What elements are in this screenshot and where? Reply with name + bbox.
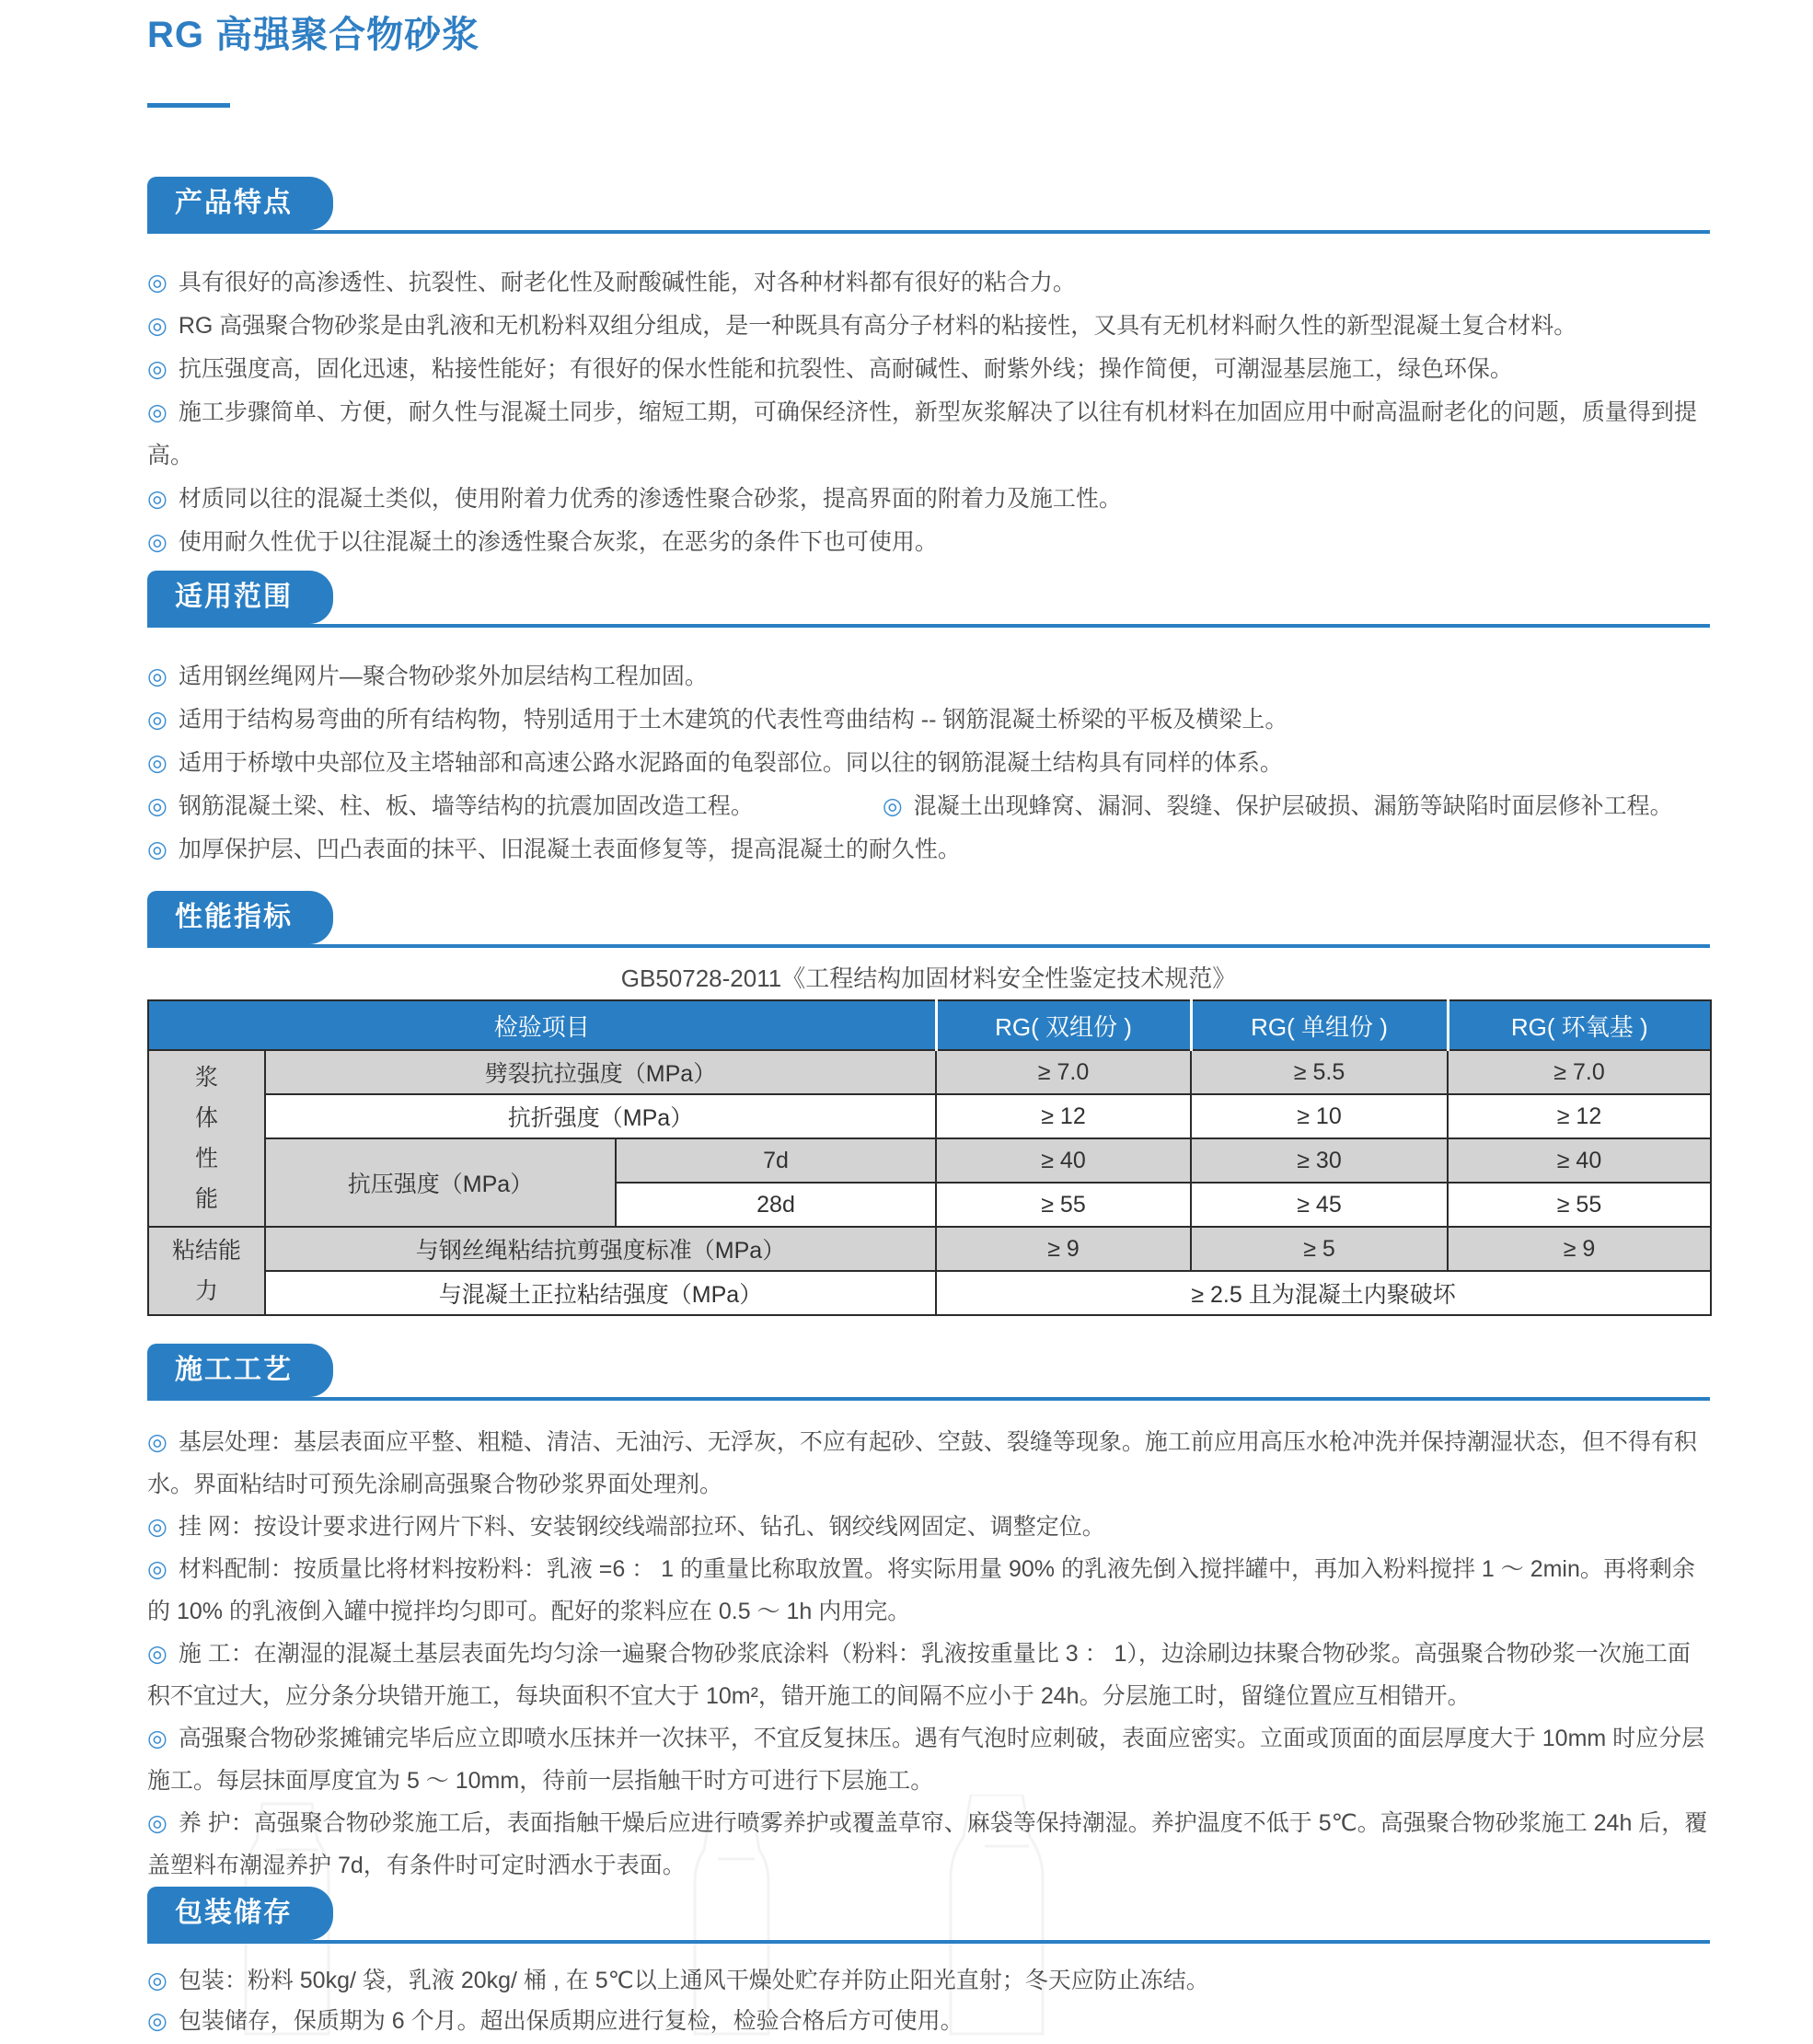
table-cell-merged-value: ≥ 2.5 且为混凝土内聚破坏 bbox=[936, 1271, 1711, 1315]
bullet-icon: ◎ bbox=[147, 1810, 167, 1836]
bullet-text: 钢筋混凝土梁、柱、板、墙等结构的抗震加固改造工程。 bbox=[178, 793, 754, 819]
list-item bbox=[147, 521, 1710, 564]
packaging-list bbox=[147, 1960, 1710, 2041]
bullet-icon: ◎ bbox=[147, 1556, 167, 1582]
list-item bbox=[147, 1717, 1710, 1802]
bullet-icon: ◎ bbox=[147, 486, 167, 512]
list-item bbox=[147, 742, 1710, 785]
table-cell-value: ≥ 5 bbox=[1191, 1227, 1448, 1271]
section-badge-process: 施工工艺 bbox=[147, 1344, 333, 1397]
bullet-text: 施工步骤简单、方便，耐久性与混凝土同步，缩短工期，可确保经济性，新型灰浆解决了以往有机材料在加固应用中耐高温耐老化的问题，质量得到提高。 bbox=[147, 399, 1697, 468]
bullet-icon: ◎ bbox=[147, 2008, 167, 2034]
bullet-text: 使用耐久性优于以往混凝土的渗透性聚合灰浆，在恶劣的条件下也可使用。 bbox=[178, 529, 938, 555]
table-cell-value: ≥ 5.5 bbox=[1191, 1050, 1448, 1094]
section-header-performance bbox=[147, 891, 1710, 948]
table-cell-value: ≥ 12 bbox=[936, 1094, 1191, 1138]
bullet-text: 挂 网：按设计要求进行网片下料、安装钢绞线端部拉环、钻孔、钢绞线网固定、调整定位。 bbox=[178, 1514, 1105, 1540]
list-item bbox=[147, 1421, 1710, 1506]
bullet-text: 适用于桥墩中央部位及主塔轴部和高速公路水泥路面的龟裂部位。同以往的钢筋混凝土结构具有同样的体系。 bbox=[178, 750, 1283, 776]
bullet-text: 具有很好的高渗透性、抗裂性、耐老化性及耐酸碱性能，对各种材料都有很好的粘合力。 bbox=[178, 270, 1076, 295]
bullet-icon: ◎ bbox=[882, 793, 903, 819]
table-cell-value: ≥ 7.0 bbox=[936, 1050, 1191, 1094]
list-item bbox=[147, 1960, 1710, 2001]
table-cell-label: 与混凝土正拉粘结强度（MPa） bbox=[265, 1271, 936, 1315]
table-cell-value: ≥ 40 bbox=[936, 1138, 1191, 1183]
table-header-item: 检验项目 bbox=[148, 1000, 936, 1050]
table-cell-value: ≥ 7.0 bbox=[1448, 1050, 1711, 1094]
page-title: RG 高强聚合物砂浆 bbox=[147, 15, 480, 55]
section-header-process bbox=[147, 1344, 1710, 1401]
table-cell-label: 抗折强度（MPa） bbox=[265, 1094, 936, 1138]
table-row bbox=[148, 1271, 1711, 1315]
section-header-features bbox=[147, 177, 1710, 234]
bullet-icon: ◎ bbox=[147, 1726, 167, 1751]
bullet-icon: ◎ bbox=[147, 313, 167, 339]
performance-table bbox=[147, 999, 1712, 1316]
list-item bbox=[147, 828, 1710, 872]
features-list bbox=[147, 261, 1710, 564]
bullet-icon: ◎ bbox=[147, 270, 167, 295]
table-header-row bbox=[148, 1000, 1711, 1050]
table-cell-value: ≥ 9 bbox=[1448, 1227, 1711, 1271]
bullet-text: 加厚保护层、凹凸表面的抹平、旧混凝土表面修复等，提高混凝土的耐久性。 bbox=[178, 837, 961, 862]
list-item bbox=[147, 655, 1710, 699]
bullet-icon: ◎ bbox=[147, 356, 167, 382]
bullet-icon: ◎ bbox=[147, 837, 167, 862]
table-cell-value: ≥ 10 bbox=[1191, 1094, 1448, 1138]
bullet-icon: ◎ bbox=[147, 399, 167, 425]
bullet-icon: ◎ bbox=[147, 750, 167, 776]
table-cell-label: 劈裂抗拉强度（MPa） bbox=[265, 1050, 936, 1094]
bullet-icon: ◎ bbox=[147, 664, 167, 689]
bullet-icon: ◎ bbox=[147, 529, 167, 555]
list-item bbox=[147, 699, 1710, 742]
list-item bbox=[147, 348, 1710, 391]
table-cell-label: 与钢丝绳粘结抗剪强度标准（MPa） bbox=[265, 1227, 936, 1271]
section-header-scope bbox=[147, 571, 1710, 628]
section-badge-performance: 性能指标 bbox=[147, 891, 333, 944]
scope-list bbox=[147, 655, 1710, 872]
table-header-rg2: RG( 双组份 ) bbox=[936, 1000, 1191, 1050]
bullet-text: 养 护：高强聚合物砂浆施工后，表面指触干燥后应进行喷雾养护或覆盖草帘、麻袋等保持潮湿。养护温度不低于 5℃。高强聚合物砂浆施工 24h 后，覆盖塑料布潮湿养护 7d，有条件时可定时洒水于表面。 bbox=[147, 1810, 1708, 1878]
bullet-icon: ◎ bbox=[147, 1968, 167, 1993]
table-header-rg1: RG( 单组份 ) bbox=[1191, 1000, 1448, 1050]
table-cell-value: ≥ 45 bbox=[1191, 1183, 1448, 1227]
table-cell-value: ≥ 30 bbox=[1191, 1138, 1448, 1183]
process-list bbox=[147, 1421, 1710, 1887]
bullet-text: 施 工：在潮湿的混凝土基层表面先均匀涂一遍聚合物砂浆底涂料（粉料：乳液按重量比 3 ： 1），边涂刷边抹聚合物砂浆。高强聚合物砂浆一次施工面积不宜过大，应分条分块错开施工，每块面积不宜大于 10m²，错开施工的间隔不应小于 24h。分层施工时，留缝位置应互相错开。 bbox=[147, 1641, 1691, 1709]
section-badge-scope: 适用范围 bbox=[147, 571, 333, 624]
list-item bbox=[147, 1506, 1710, 1548]
bullet-text: 包装：粉料 50kg/ 袋，乳液 20kg/ 桶 , 在 5℃以上通风干燥处贮存并防止阳光直射；冬天应防止冻结。 bbox=[178, 1968, 1209, 1993]
list-item bbox=[147, 1633, 1710, 1717]
section-header-packaging bbox=[147, 1887, 1710, 1944]
row-group-bond: 粘结能力 bbox=[148, 1227, 265, 1315]
table-row bbox=[148, 1227, 1711, 1271]
table-cell-age: 28d bbox=[616, 1183, 936, 1227]
bullet-icon: ◎ bbox=[147, 1514, 167, 1540]
bullet-text: 高强聚合物砂浆摊铺完毕后应立即喷水压抹并一次抹平，不宜反复抹压。遇有气泡时应刺破，表面应密实。立面或顶面的面层厚度大于 10mm 时应分层施工。每层抹面厚度宜为 5 ～ 10mm，待前一层指触干时方可进行下层施工。 bbox=[147, 1726, 1705, 1794]
bullet-text: 混凝土出现蜂窝、漏洞、裂缝、保护层破损、漏筋等缺陷时面层修补工程。 bbox=[913, 793, 1673, 819]
list-item bbox=[147, 1548, 1710, 1633]
table-cell-value: ≥ 55 bbox=[1448, 1183, 1711, 1227]
bullet-icon: ◎ bbox=[147, 1641, 167, 1667]
bullet-icon: ◎ bbox=[147, 793, 167, 819]
bullet-text: 适用钢丝绳网片—聚合物砂浆外加层结构工程加固。 bbox=[178, 664, 708, 689]
table-header-epoxy: RG( 环氧基 ) bbox=[1448, 1000, 1711, 1050]
list-item bbox=[147, 2001, 1710, 2041]
bullet-text: 抗压强度高，固化迅速，粘接性能好；有很好的保水性能和抗裂性、高耐碱性、耐紫外线；操作简便，可潮湿基层施工，绿色环保。 bbox=[178, 356, 1513, 382]
bullet-text: 基层处理：基层表面应平整、粗糙、清洁、无油污、无浮灰，不应有起砂、空鼓、裂缝等现象。施工前应用高压水枪冲洗并保持潮湿状态，但不得有积水。界面粘结时可预先涂刷高强聚合物砂浆界面处理剂。 bbox=[147, 1429, 1697, 1497]
list-item bbox=[147, 305, 1710, 348]
table-cell-age: 7d bbox=[616, 1138, 936, 1183]
bullet-icon: ◎ bbox=[147, 1429, 167, 1455]
standard-reference-title: GB50728-2011《工程结构加固材料安全性鉴定技术规范》 bbox=[620, 964, 1237, 992]
table-cell-value: ≥ 55 bbox=[936, 1183, 1191, 1227]
list-item bbox=[147, 391, 1710, 478]
table-row bbox=[148, 1138, 1711, 1183]
bullet-text: 材质同以往的混凝土类似，使用附着力优秀的渗透性聚合砂浆，提高界面的附着力及施工性。 bbox=[178, 486, 1122, 512]
table-cell-value: ≥ 12 bbox=[1448, 1094, 1711, 1138]
title-accent-line bbox=[147, 103, 230, 108]
list-item bbox=[147, 1802, 1710, 1887]
bullet-text: RG 高强聚合物砂浆是由乳液和无机粉料双组分组成，是一种既具有高分子材料的粘接性，又具有无机材料耐久性的新型混凝土复合材料。 bbox=[178, 313, 1577, 339]
table-cell-value: ≥ 9 bbox=[936, 1227, 1191, 1271]
list-item bbox=[147, 478, 1710, 521]
bullet-icon: ◎ bbox=[147, 707, 167, 733]
table-cell-label: 抗压强度（MPa） bbox=[265, 1138, 616, 1227]
row-group-slurry: 浆体性能 bbox=[148, 1050, 265, 1227]
table-row bbox=[148, 1050, 1711, 1094]
table-row bbox=[148, 1094, 1711, 1138]
bullet-text: 包装储存，保质期为 6 个月。超出保质期应进行复检，检验合格后方可使用。 bbox=[178, 2008, 964, 2034]
bullet-text: 材料配制：按质量比将材料按粉料：乳液 =6 ： 1 的重量比称取放置。将实际用量 90% 的乳液先倒入搅拌罐中，再加入粉料搅拌 1 ～ 2min。再将剩余的 10% 的乳液倒入罐中搅拌均匀即可。配好的浆料应在 0.5 ～ 1h 内用完。 bbox=[147, 1556, 1695, 1624]
bullet-text: 适用于结构易弯曲的所有结构物，特别适用于土木建筑的代表性弯曲结构 -- 钢筋混凝土桥梁的平板及横梁上。 bbox=[178, 707, 1288, 733]
list-item-double bbox=[147, 785, 1710, 828]
list-item bbox=[147, 261, 1710, 305]
table-cell-value: ≥ 40 bbox=[1448, 1138, 1711, 1183]
section-badge-packaging: 包装储存 bbox=[147, 1887, 333, 1940]
section-badge-features: 产品特点 bbox=[147, 177, 333, 230]
